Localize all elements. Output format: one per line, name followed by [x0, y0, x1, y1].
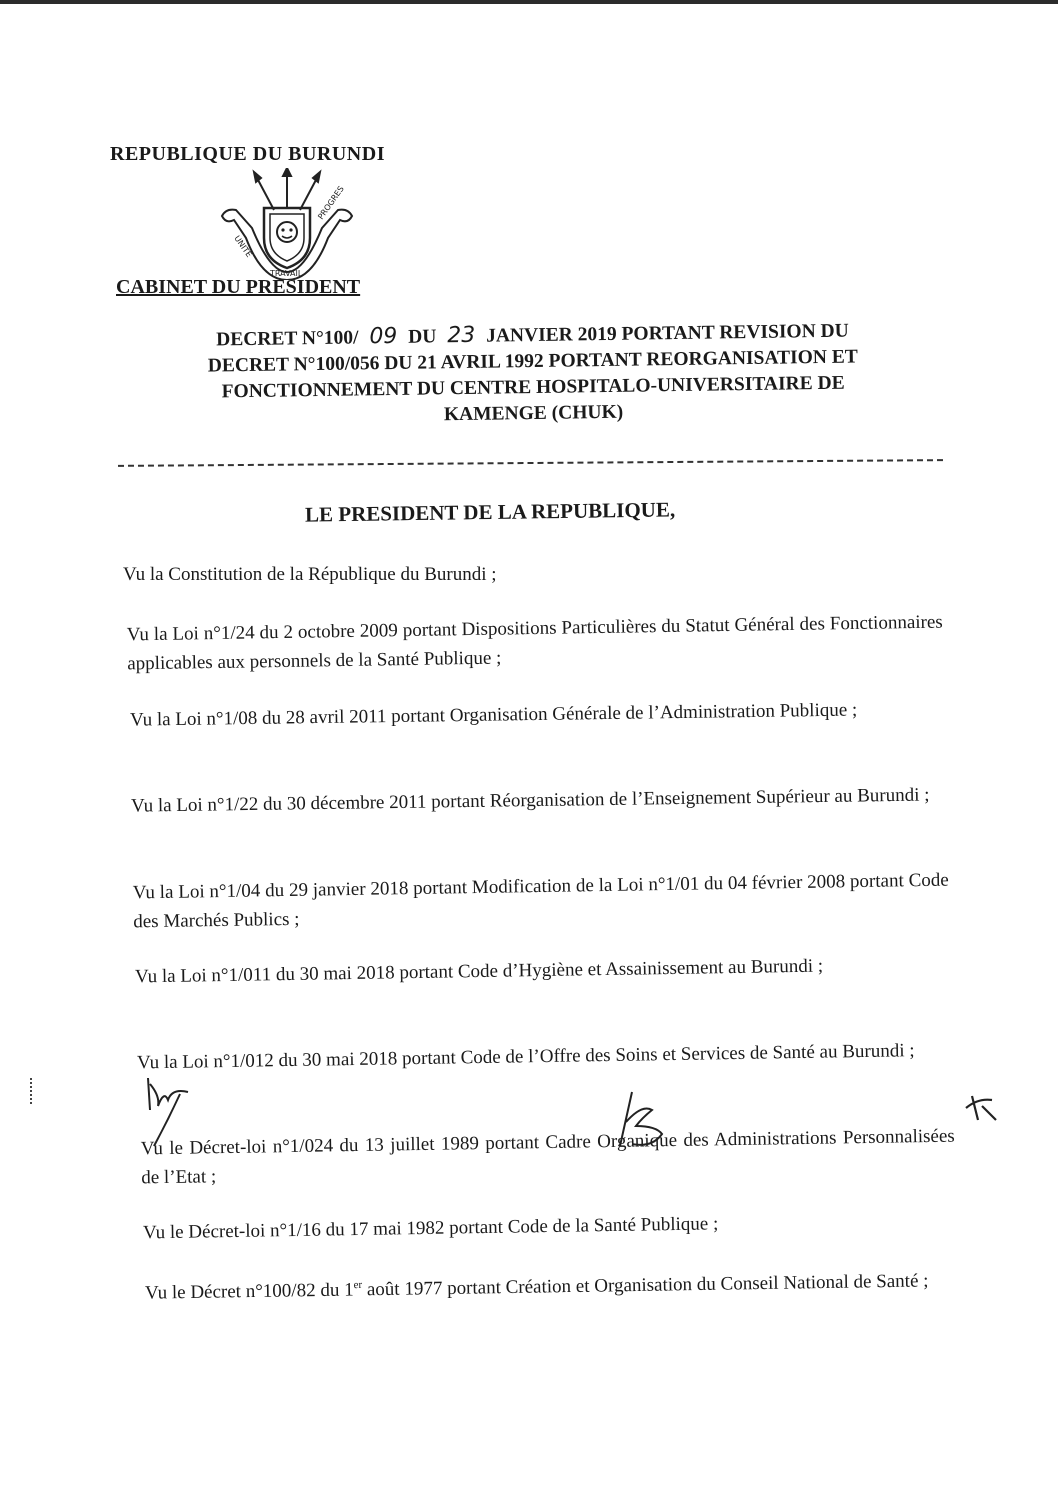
- initials-signature-left-icon: [138, 1070, 198, 1150]
- visa-decret-100-82-start: Vu le Décret n°100/82 du 1: [144, 1279, 354, 1304]
- visa-loi-1-08: Vu la Loi n°1/08 du 28 avril 2011 portant Organisation Générale de l’Administration Publique ;: [129, 699, 858, 731]
- scan-top-edge: [0, 0, 1058, 4]
- decree-title: [117, 316, 948, 433]
- initials-signature-right-icon: [962, 1090, 1002, 1126]
- svg-text:TRAVAIL: TRAVAIL: [270, 269, 303, 278]
- decree-line1-prefix: DECRET N°100/: [216, 327, 359, 351]
- margin-dots: [30, 1078, 36, 1104]
- decree-line1-du: DU: [408, 326, 437, 348]
- decree-line1-suffix: JANVIER 2019 PORTANT REVISION DU: [486, 320, 849, 347]
- svg-text:PROGRES: PROGRES: [316, 184, 346, 222]
- republic-heading: REPUBLIQUE DU BURUNDI: [110, 143, 385, 165]
- separator-rule: [118, 459, 943, 467]
- visa-loi-1-24: Vu la Loi n°1/24 du 2 octobre 2009 portant Dispositions Particulières du Statut Général des Fonctionnaires applicables aux personnels de la Santé Publique ;: [126, 611, 943, 675]
- coat-of-arms-icon: [212, 168, 362, 280]
- decree-line2: DECRET N°100/056 DU 21 AVRIL 1992 PORTANT REORGANISATION ET: [207, 346, 858, 377]
- decree-number-handwritten: 09: [369, 323, 398, 350]
- visa-decret-100-82-end: août 1977 portant Création et Organisation du Conseil National de Santé ;: [361, 1270, 929, 1301]
- decree-line4: KAMENGE (CHUK): [443, 401, 624, 426]
- initials-signature-middle-icon: [612, 1082, 682, 1152]
- cabinet-heading: CABINET DU PRESIDENT: [116, 276, 361, 298]
- visa-loi-1-22: Vu la Loi n°1/22 du 30 décembre 2011 portant Réorganisation de l’Enseignement Supérieur au Burundi ;: [130, 784, 930, 817]
- decree-line3: FONCTIONNEMENT DU CENTRE HOSPITALO-UNIVERSITAIRE DE: [221, 372, 845, 403]
- visa-decret-loi-1-16: Vu le Décret-loi n°1/16 du 17 mai 1982 portant Code de la Santé Publique ;: [142, 1213, 719, 1244]
- svg-text:UNITE: UNITE: [232, 233, 254, 259]
- visa-loi-1-04: Vu la Loi n°1/04 du 29 janvier 2018 portant Modification de la Loi n°1/01 du 04 février 2008 portant Code des Marchés Publics ;: [132, 869, 949, 933]
- visa-decret-100-82: [145, 1262, 959, 1308]
- visa-decret-100-82-sup: er: [353, 1278, 363, 1292]
- visa-constitution: Vu la Constitution de la République du Burundi ;: [123, 564, 497, 585]
- decree-day-handwritten: 23: [447, 322, 476, 349]
- president-heading: LE PRESIDENT DE LA REPUBLIQUE,: [304, 497, 676, 527]
- visa-loi-1-012: Vu la Loi n°1/012 du 30 mai 2018 portant Code de l’Offre des Soins et Services de Santé au Burundi ;: [136, 1040, 915, 1074]
- visa-decret-loi-1-024: Vu le Décret-loi n°1/024 du 13 juillet 1989 portant Cadre Organique des Administrations Personnalisées de l’Etat ;: [140, 1125, 955, 1189]
- visa-loi-1-011: Vu la Loi n°1/011 du 30 mai 2018 portant Code d’Hygiène et Assainissement au Burundi ;: [134, 955, 824, 988]
